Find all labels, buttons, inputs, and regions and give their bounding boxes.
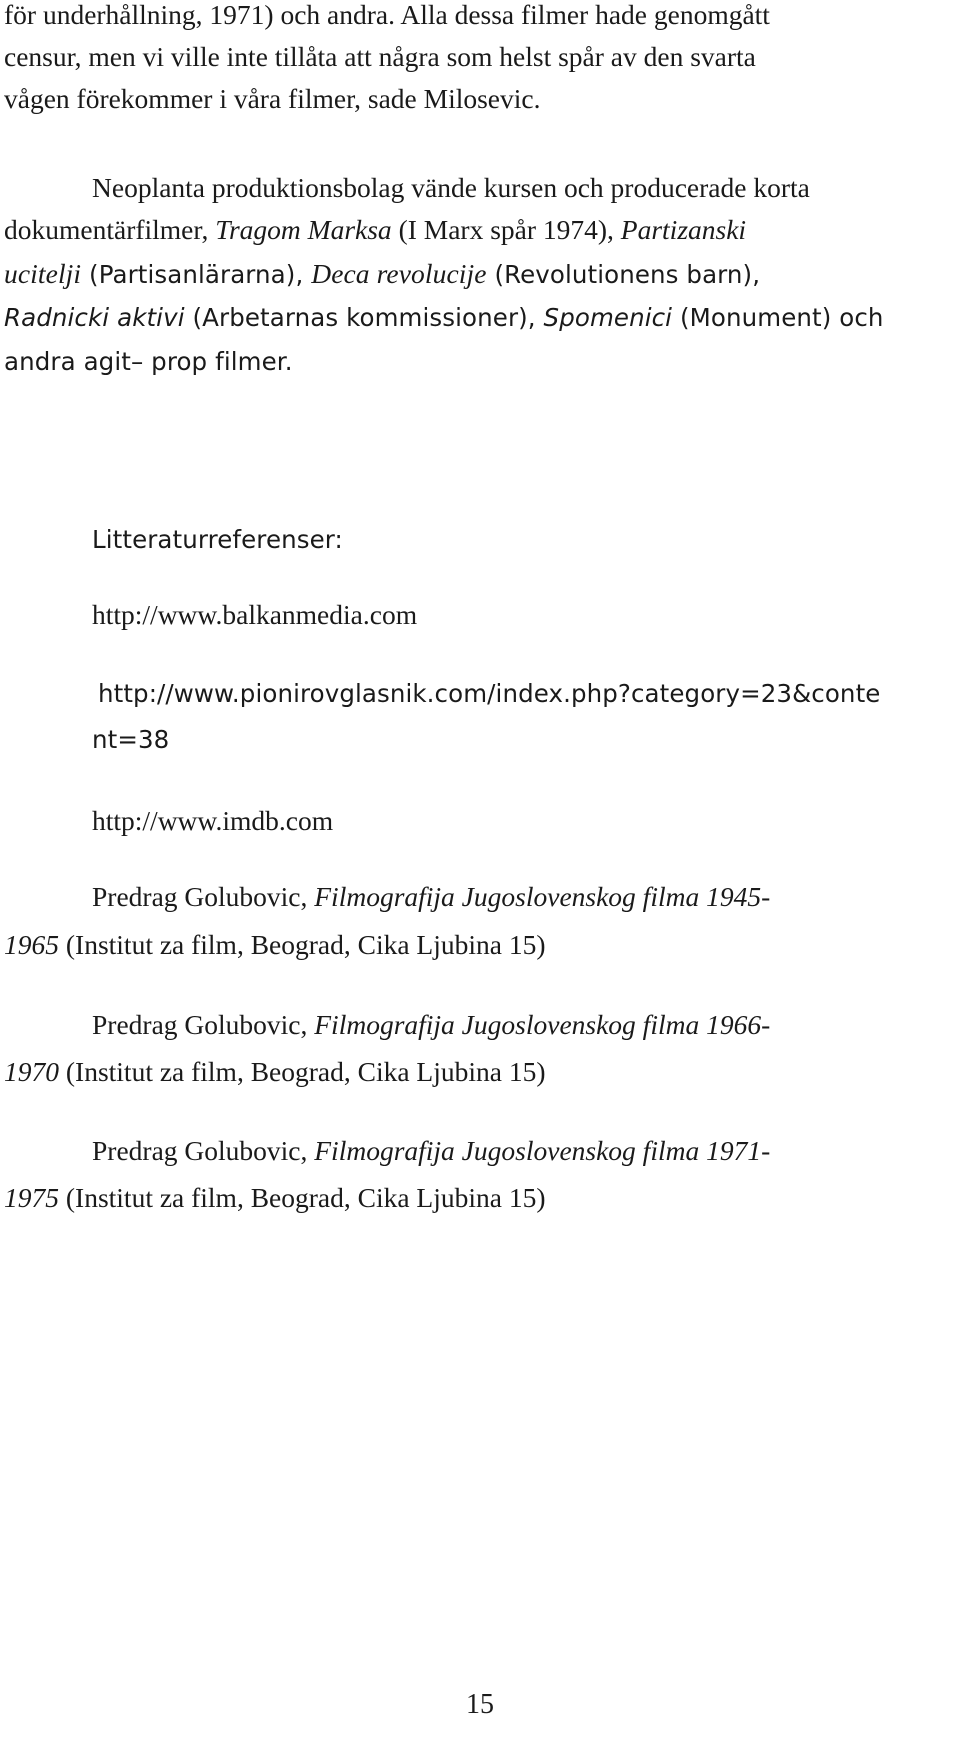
- film-title: Radnicki aktivi: [4, 303, 185, 332]
- text-run: (I Marx spår 1974),: [391, 214, 621, 245]
- film-title: Deca revolucije: [311, 258, 487, 289]
- film-title: ucitelji: [4, 258, 82, 289]
- reference-entry-line: [4, 1055, 546, 1089]
- body-text-line: [4, 257, 760, 292]
- reference-entry-line: [4, 928, 546, 962]
- text-run: (Revolutionens barn),: [486, 260, 761, 289]
- film-title: Spomenici: [543, 303, 673, 332]
- body-text-line: [4, 213, 746, 247]
- text-run: dokumentärfilmer,: [4, 214, 216, 245]
- film-title: Partizanski: [620, 214, 747, 245]
- reference-link-continuation[interactable]: nt=38: [92, 725, 170, 754]
- body-text-line: andra agit– prop filmer.: [4, 347, 293, 376]
- reference-author: Predrag Golubovic,: [92, 1009, 315, 1040]
- reference-entry-line: [4, 1181, 546, 1215]
- reference-entry-line: [92, 1008, 770, 1042]
- page-number: 15: [466, 1689, 494, 1720]
- reference-publisher: (Institut za film, Beograd, Cika Ljubina 15): [59, 1182, 546, 1213]
- film-title: Tragom Marksa: [215, 214, 392, 245]
- reference-title: Filmografija Jugoslovenskog filma 1966-: [314, 1009, 771, 1040]
- reference-link[interactable]: http://www.balkanmedia.com: [92, 599, 418, 630]
- reference-entry-line: [92, 1134, 770, 1168]
- reference-publisher: (Institut za film, Beograd, Cika Ljubina 15): [59, 929, 546, 960]
- body-text-line: [4, 301, 884, 335]
- reference-entry-line: [92, 880, 770, 914]
- text-run: (Partisanlärarna),: [81, 260, 312, 289]
- body-text-line: för underhållning, 1971) och andra. Alla dessa filmer hade genomgått: [4, 0, 770, 30]
- body-text-line: censur, men vi ville inte tillåta att några som helst spår av den svarta: [4, 41, 756, 72]
- body-text-line: Neoplanta produktionsbolag vände kursen och producerade korta: [92, 172, 810, 203]
- reference-link[interactable]: http://www.pionirovglasnik.com/index.php?category=23&conte: [98, 679, 881, 708]
- reference-title: 1975: [4, 1182, 59, 1213]
- references-heading: Litteraturreferenser:: [92, 525, 343, 554]
- reference-author: Predrag Golubovic,: [92, 881, 315, 912]
- body-text-line: vågen förekommer i våra filmer, sade Milosevic.: [4, 83, 541, 114]
- reference-title: 1970: [4, 1056, 59, 1087]
- reference-title: Filmografija Jugoslovenskog filma 1971-: [314, 1135, 771, 1166]
- reference-publisher: (Institut za film, Beograd, Cika Ljubina 15): [59, 1056, 546, 1087]
- text-run: (Arbetarnas kommissioner),: [184, 303, 544, 332]
- reference-title: Filmografija Jugoslovenskog filma 1945-: [314, 881, 771, 912]
- reference-title: 1965: [4, 929, 59, 960]
- reference-link[interactable]: http://www.imdb.com: [92, 805, 334, 836]
- reference-author: Predrag Golubovic,: [92, 1135, 315, 1166]
- text-run: (Monument) och: [672, 303, 884, 332]
